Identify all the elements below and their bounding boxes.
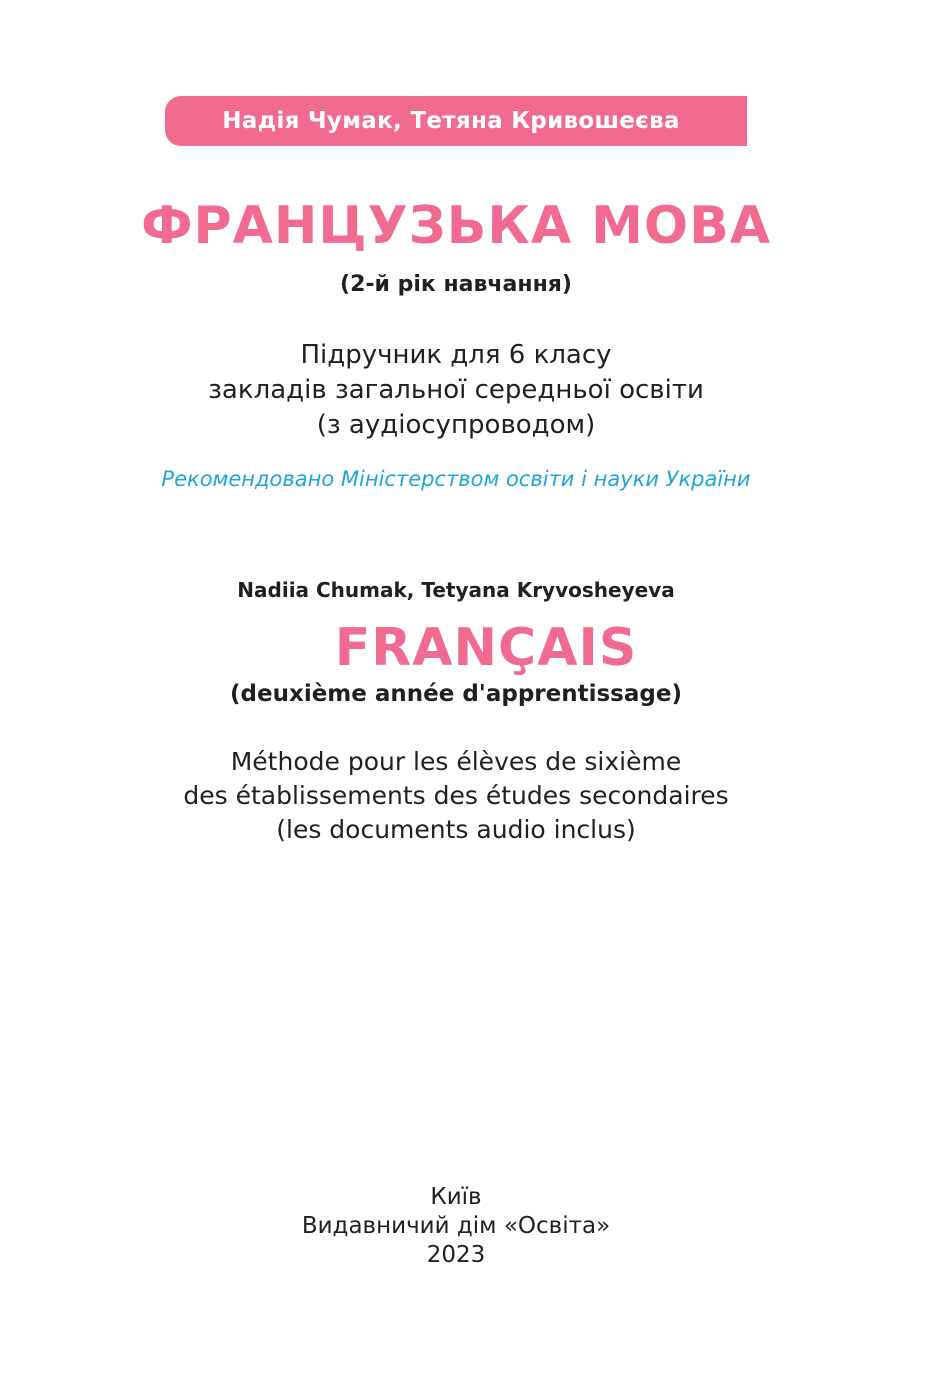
description-fr-line: des établissements des études secondaires [183, 781, 729, 810]
description-uk [0, 338, 932, 443]
authors-banner [165, 96, 747, 146]
imprint [0, 1183, 932, 1270]
description-fr-line: (les documents audio inclus) [276, 815, 636, 844]
authors-latin: Nadiia Chumak, Tetyana Kryvosheyeva [237, 578, 675, 602]
study-year-uk: (2-й рік навчання) [340, 272, 572, 297]
description-fr [0, 745, 932, 847]
book-title-uk: ФРАНЦУЗЬКА МОВА [140, 196, 772, 256]
ministry-recommendation: Рекомендовано Міністерством освіти і науки України [161, 467, 751, 491]
book-title-fr: FRANÇAIS [334, 618, 638, 678]
description-fr-line: Méthode pour les élèves de sixième [230, 747, 682, 776]
description-uk-line: (з аудіосупроводом) [316, 410, 596, 440]
authors-uk: Надія Чумак, Тетяна Кривошеєва [222, 108, 680, 134]
imprint-year: 2023 [426, 1242, 486, 1268]
description-uk-line: Підручник для 6 класу [300, 340, 612, 370]
description-uk-line: закладів загальної середньої освіти [208, 375, 704, 405]
study-year-fr: (deuxième année d'apprentissage) [230, 681, 682, 707]
imprint-city: Київ [430, 1184, 482, 1210]
imprint-publisher: Видавничий дім «Освіта» [301, 1213, 611, 1239]
